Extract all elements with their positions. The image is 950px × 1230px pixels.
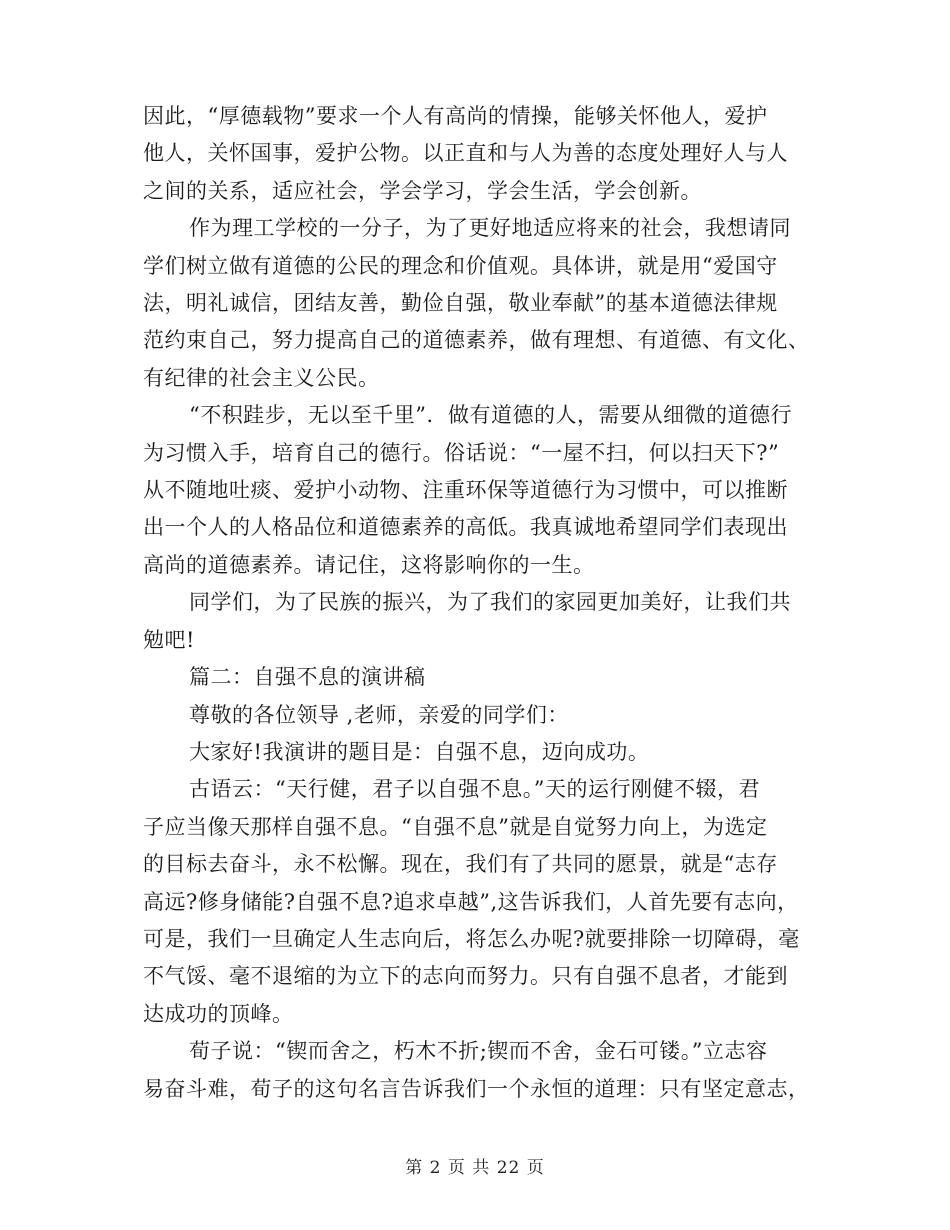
text-line: 可是，我们一旦确定人生志向后，将怎么办呢?就要排除一切障碍，毫 [143,926,800,951]
text-line: 他人，关怀国事，爱护公物。以正直和与人为善的态度处理好人与人 [143,141,788,166]
text-line: 易奋斗难，荀子的这句名言告诉我们一个永恒的道理：只有坚定意志， [143,1076,810,1101]
document-body [143,98,808,1108]
text-line: 高远?修身储能?自强不息?追求卓越”,这告诉我们，人首先要有志向， [143,889,799,914]
text-line: 之间的关系，适应社会，学会学习，学会生活，学会创新。 [143,178,702,203]
text-line: 的目标去奋斗，永不松懈。现在，我们有了共同的愿景，就是“志存 [143,852,778,877]
text-line: 勉吧! [143,627,195,652]
text-line: 同学们，为了民族的振兴，为了我们的家园更加美好，让我们共 [189,590,791,615]
document-text [143,98,808,1108]
text-line: 高尚的道德素养。请记住，这将影响你的一生。 [143,552,595,577]
text-line: 不气馁、毫不退缩的为立下的志向而努力。只有自强不息者，才能到 [143,964,788,989]
text-line: 法，明礼诚信，团结友善，勤俭自强，敬业奉献”的基本道德法律规 [143,291,778,316]
text-line: 从不随地吐痰、爱护小动物、注重环保等道德行为习惯中，可以推断 [143,478,788,503]
text-line: 范约束自己，努力提高自己的道德素养，做有理想、有道德、有文化、 [143,328,810,353]
text-line: 达成功的顶峰。 [143,1001,294,1026]
page-number-footer: 第 2 页 共 22 页 [405,1158,545,1178]
text-line: 有纪律的社会主义公民。 [143,365,380,390]
text-line: 作为理工学校的一分子，为了更好地适应将来的社会，我想请同 [189,216,791,241]
text-line: 为习惯入手，培育自己的德行。俗话说：“一屋不扫，何以扫天下?” [143,440,780,465]
text-line: 尊敬的各位领导 ,老师，亲爱的同学们： [189,702,569,727]
text-line: “不积跬步，无以至千里”．做有道德的人，需要从细微的道德行 [189,403,792,428]
text-line: 因此，“厚德载物”要求一个人有高尚的情操，能够关怀他人，爱护 [143,104,768,128]
text-line: 子应当像天那样自强不息。“自强不息”就是自觉努力向上，为选定 [143,814,768,839]
text-line: 古语云：“天行健，君子以自强不息。”天的运行刚健不辍，君 [189,777,760,802]
text-line: 出一个人的人格品位和道德素养的高低。我真诚地希望同学们表现出 [143,515,788,540]
text-line: 荀子说：“锲而舍之，朽木不折;锲而不舍，金石可镂。”立志容 [189,1039,768,1064]
text-line: 大家好!我演讲的题目是：自强不息，迈向成功。 [189,739,650,764]
section-heading: 篇二：自强不息的演讲稿 [189,665,426,690]
text-line: 学们树立做有道德的公民的理念和价值观。具体讲，就是用“爱国守 [143,253,778,278]
